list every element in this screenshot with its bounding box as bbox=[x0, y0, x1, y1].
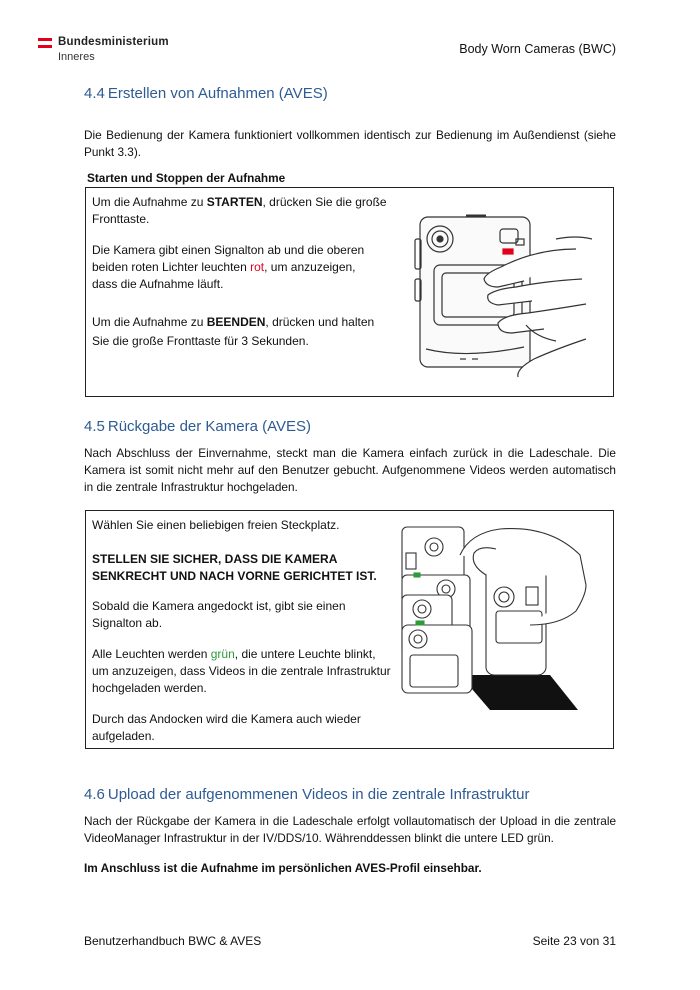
page-number: Seite 23 von 31 bbox=[532, 934, 616, 948]
org-name: Bundesministerium bbox=[58, 36, 169, 48]
doc-title: Body Worn Cameras (BWC) bbox=[459, 42, 616, 56]
start-instruction: Um die Aufnahme zu STARTEN, drücken Sie die große Fronttaste. bbox=[92, 195, 387, 226]
section-title: Rückgabe der Kamera (AVES) bbox=[107, 418, 312, 435]
austria-flag-icon bbox=[38, 38, 52, 46]
section-4-5-intro: Nach Abschluss der Einvernahme, steckt man die Kamera einfach zurück in die Ladeschale. Die Kamera ist somit nicht mehr auf den Benutzer gebucht. Aufgenommene Videos werden automatisch in die zentrale Infrastruktur hochgeladen. bbox=[84, 446, 616, 494]
section-number: 4.5 bbox=[84, 418, 105, 435]
stop-instruction: Um die Aufnahme zu BEENDEN, drücken und halten Sie die große Fronttaste für 3 Sekunden. bbox=[92, 315, 375, 348]
dock-step-2: Sobald die Kamera angedockt ist, gibt sie einen Signalton ab. bbox=[92, 599, 346, 630]
dock-step-1: Wählen Sie einen beliebigen freien Steckplatz. bbox=[92, 518, 340, 532]
section-4-5-heading bbox=[84, 418, 311, 435]
section-number: 4.4 bbox=[84, 85, 105, 102]
section-4-6-bold-text: Im Anschluss ist die Aufnahme im persönlichen AVES-Profil einsehbar. bbox=[84, 861, 482, 875]
camera-dock-illustration bbox=[400, 525, 588, 725]
start-stop-subheading: Starten und Stoppen der Aufnahme bbox=[87, 171, 286, 185]
section-4-4-intro: Die Bedienung der Kamera funktioniert vollkommen identisch zur Bedienung im Außendienst (siehe Punkt 3.3). bbox=[84, 128, 616, 159]
dock-warning: STELLEN SIE SICHER, DASS DIE KAMERA SENKRECHT UND NACH VORNE GERICHTET IST. bbox=[92, 552, 377, 583]
section-4-4-heading bbox=[84, 85, 328, 102]
dock-step-3: Alle Leuchten werden grün, die untere Leuchte blinkt, um anzuzeigen, dass Videos in die zentrale Infrastruktur hochgeladen werden. bbox=[92, 647, 391, 695]
dock-step-4: Durch das Andocken wird die Kamera auch wieder aufgeladen. bbox=[92, 712, 361, 743]
signal-instruction: Die Kamera gibt einen Signalton ab und die oberen beiden roten Lichter leuchten rot, um anzuzeigen, dass die Aufnahme läuft. bbox=[92, 243, 365, 291]
section-title: Upload der aufgenommenen Videos in die zentrale Infrastruktur bbox=[107, 786, 530, 803]
org-sub: Inneres bbox=[58, 51, 95, 63]
section-4-6-heading bbox=[84, 786, 530, 803]
camera-press-illustration bbox=[406, 209, 592, 381]
footer-title: Benutzerhandbuch BWC & AVES bbox=[84, 934, 262, 948]
section-title: Erstellen von Aufnahmen (AVES) bbox=[107, 85, 328, 102]
section-number: 4.6 bbox=[84, 786, 105, 803]
section-4-6-text: Nach der Rückgabe der Kamera in die Ladeschale erfolgt vollautomatisch der Upload in die zentrale VideoManager Infrastruktur in der IV/DDS/10. Währenddessen blinkt die untere LED grün. bbox=[84, 814, 616, 845]
